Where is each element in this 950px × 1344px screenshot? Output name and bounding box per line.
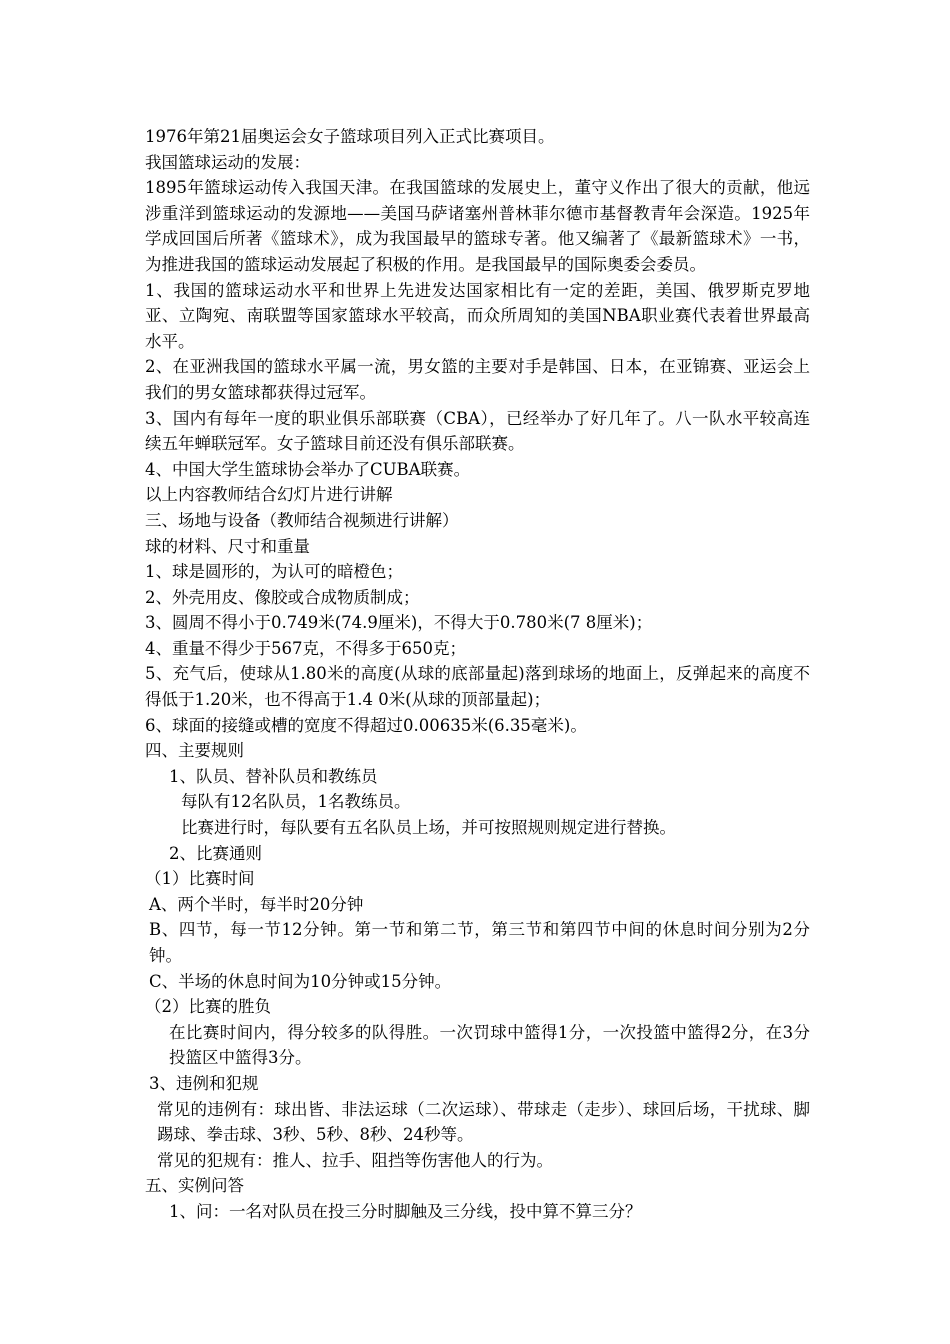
heading-section-5: 五、实例问答 [145, 1176, 244, 1196]
list-item-ball-5: 5、充气后，使球从1.80米的高度(从球的底部量起)落到球场的地面上，反弹起来的高度不得低于1.20米，也不得高于1.4 0米(从球的顶部量起)； [145, 664, 810, 710]
subheading-general-rules: 2、比赛通则 [169, 843, 262, 863]
subheading-winning: （2）比赛的胜负 [145, 997, 271, 1017]
list-item-ball-6: 6、球面的接缝或槽的宽度不得超过0.00635米(6.35毫米)。 [145, 715, 587, 735]
subheading-game-time: （1）比赛时间 [145, 869, 255, 889]
list-item-time-b: B、四节，每一节12分钟。第一节和第二节，第三节和第四节中间的休息时间分别为2分钟。 [149, 920, 810, 965]
paragraph-point-2: 2、在亚洲我国的篮球水平属一流，男女篮的主要对手是韩国、日本，在亚锦赛、亚运会上我们的男女篮球都获得过冠军。 [145, 357, 810, 402]
heading-china-development: 我国篮球运动的发展： [145, 152, 310, 172]
list-item-ball-1: 1、球是圆形的，为认可的暗橙色； [145, 562, 403, 582]
heading-ball-spec: 球的材料、尺寸和重量 [145, 536, 310, 556]
paragraph-olympics-1976: 1976年第21届奥运会女子篮球项目列入正式比赛项目。 [145, 127, 555, 146]
paragraph-slides-note: 以上内容教师结合幻灯片进行讲解 [145, 485, 393, 505]
subheading-players: 1、队员、替补队员和教练员 [169, 766, 378, 786]
list-item-ball-3: 3、圆周不得小于0.749米(74.9厘米)，不得大于0.780米(7 8厘米)； [145, 613, 653, 633]
list-item-time-c: C、半场的休息时间为10分钟或15分钟。 [149, 971, 452, 991]
heading-section-4: 四、主要规则 [145, 741, 244, 761]
paragraph-point-4: 4、中国大学生篮球协会举办了CUBA联赛。 [145, 459, 471, 479]
paragraph-scoring: 在比赛时间内，得分较多的队得胜。一次罚球中篮得1分，一次投篮中篮得2分，在3分投篮区中篮得3分。 [169, 1022, 810, 1068]
document-body [145, 124, 810, 1225]
paragraph-substitution: 比赛进行时，每队要有五名队员上场，并可按照规则规定进行替换。 [181, 818, 676, 838]
subheading-violations-fouls: 3、违例和犯规 [149, 1073, 259, 1093]
paragraph-point-3: 3、国内有每年一度的职业俱乐部联赛（CBA），已经举办了好几年了。八一队水平较高连续五年蝉联冠军。女子篮球目前还没有俱乐部联赛。 [145, 408, 810, 454]
paragraph-history-1895: 1895年篮球运动传入我国天津。在我国篮球的发展史上，董守义作出了很大的贡献，他远涉重洋到篮球运动的发源地——美国马萨诸塞州普林菲尔德市基督教青年会深造。1925年学成回国后所著《篮球术》，成为我国最早的篮球专著。他又编著了《最新篮球术》一书，为推进我国的篮球运动发展起了积极的作用。是我国最早的国际奥委会委员。 [145, 178, 810, 274]
list-item-time-a: A、两个半时，每半时20分钟 [149, 894, 364, 914]
heading-section-3: 三、场地与设备（教师结合视频进行讲解） [145, 510, 459, 530]
list-item-ball-2: 2、外壳用皮、像胶或合成物质制成； [145, 587, 420, 607]
paragraph-question-1: 1、问：一名对队员在投三分时脚触及三分线，投中算不算三分？ [169, 1201, 642, 1221]
list-item-ball-4: 4、重量不得少于567克，不得多于650克； [145, 638, 466, 658]
paragraph-team-size: 每队有12名队员，1名教练员。 [181, 792, 411, 812]
paragraph-point-1: 1、我国的篮球运动水平和世界上先进发达国家相比有一定的差距，美国、俄罗斯克罗地亚、立陶宛、南联盟等国家篮球水平较高，而众所周知的美国NBA职业赛代表着世界最高水平。 [145, 280, 810, 351]
paragraph-fouls: 常见的犯规有：推人、拉手、阻挡等伤害他人的行为。 [157, 1150, 553, 1170]
paragraph-violations: 常见的违例有：球出皆、非法运球（二次运球）、带球走（走步）、球回后场，干扰球、脚踢球、拳击球、3秒、5秒、8秒、24秒等。 [157, 1099, 810, 1145]
